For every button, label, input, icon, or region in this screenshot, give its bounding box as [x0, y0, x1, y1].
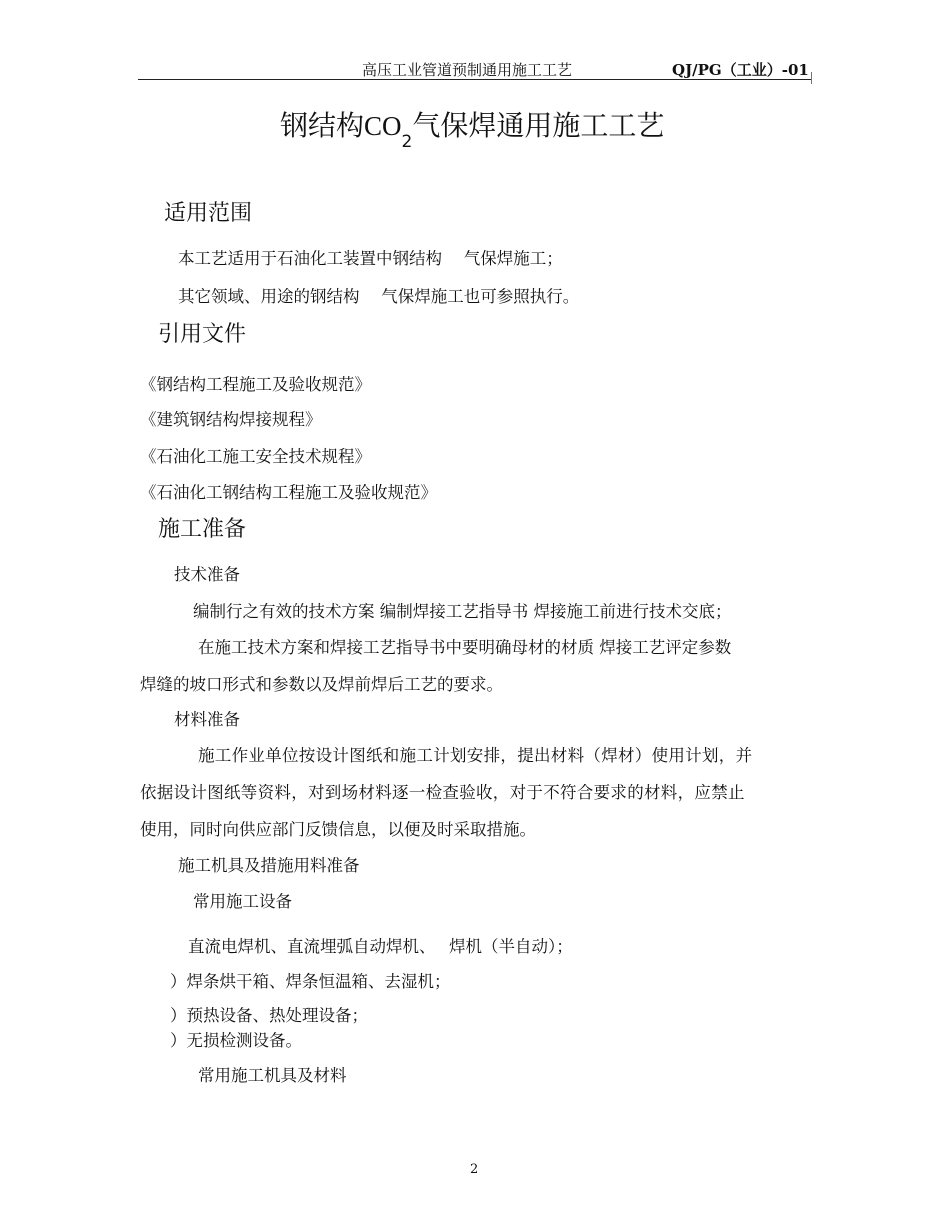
subheading-materials: 常用施工机具及材料: [198, 1066, 347, 1085]
section-heading-scope: 适用范围: [164, 201, 253, 226]
header-document-title: 高压工业管道预制通用施工工艺: [362, 61, 573, 79]
reference-item: 《钢结构工程施工及验收规范》: [140, 375, 371, 394]
section-heading-references: 引用文件: [158, 322, 247, 347]
page-title: [280, 104, 664, 152]
scope-line-1: 本工艺适用于石油化工装置中钢结构 气保焊施工；: [178, 249, 563, 268]
technical-line-3: 焊缝的坡口形式和参数以及焊前焊后工艺的要求。: [140, 675, 503, 694]
reference-item: 《石油化工施工安全技术规程》: [140, 447, 371, 466]
title-prefix: 钢结构: [280, 109, 365, 142]
subheading-material: 材料准备: [174, 710, 240, 729]
subheading-technical: 技术准备: [174, 565, 240, 584]
subheading-tools: 施工机具及措施用料准备: [178, 856, 360, 875]
title-co: CO: [364, 111, 402, 141]
equipment-item: ）无损检测设备。: [170, 1031, 302, 1050]
equipment-item: 直流电焊机、直流埋弧自动焊机、 焊机（半自动）；: [188, 937, 573, 956]
title-subscript: 2: [401, 132, 413, 152]
header-rule: [138, 79, 812, 80]
equipment-item: ）焊条烘干箱、焊条恒温箱、去湿机；: [170, 972, 451, 991]
section-heading-preparation: 施工准备: [158, 517, 247, 542]
subheading-equipment: 常用施工设备: [193, 892, 292, 911]
page-number: 2: [470, 1162, 479, 1177]
material-line-3: 使用，同时向供应部门反馈信息，以便及时采取措施。: [140, 820, 536, 839]
scope-line-2: 其它领域、用途的钢结构 气保焊施工也可参照执行。: [178, 287, 580, 306]
title-suffix: 气保焊通用施工工艺: [412, 109, 665, 142]
header-rule-tick: [811, 72, 812, 84]
reference-item: 《建筑钢结构焊接规程》: [140, 410, 322, 429]
header-document-code: QJ/PG（工业）-01: [672, 61, 809, 79]
reference-item: 《石油化工钢结构工程施工及验收规范》: [140, 483, 437, 502]
technical-line-1: 编制行之有效的技术方案 编制焊接工艺指导书 焊接施工前进行技术交底；: [193, 602, 732, 621]
material-line-1: 施工作业单位按设计图纸和施工计划安排，提出材料（焊材）使用计划，并: [198, 746, 753, 765]
technical-line-2: 在施工技术方案和焊接工艺指导书中要明确母材的材质 焊接工艺评定参数: [198, 638, 732, 657]
equipment-item: ）预热设备、热处理设备；: [170, 1006, 368, 1025]
material-line-2: 依据设计图纸等资料，对到场材料逐一检查验收，对于不符合要求的材料，应禁止: [140, 783, 745, 802]
